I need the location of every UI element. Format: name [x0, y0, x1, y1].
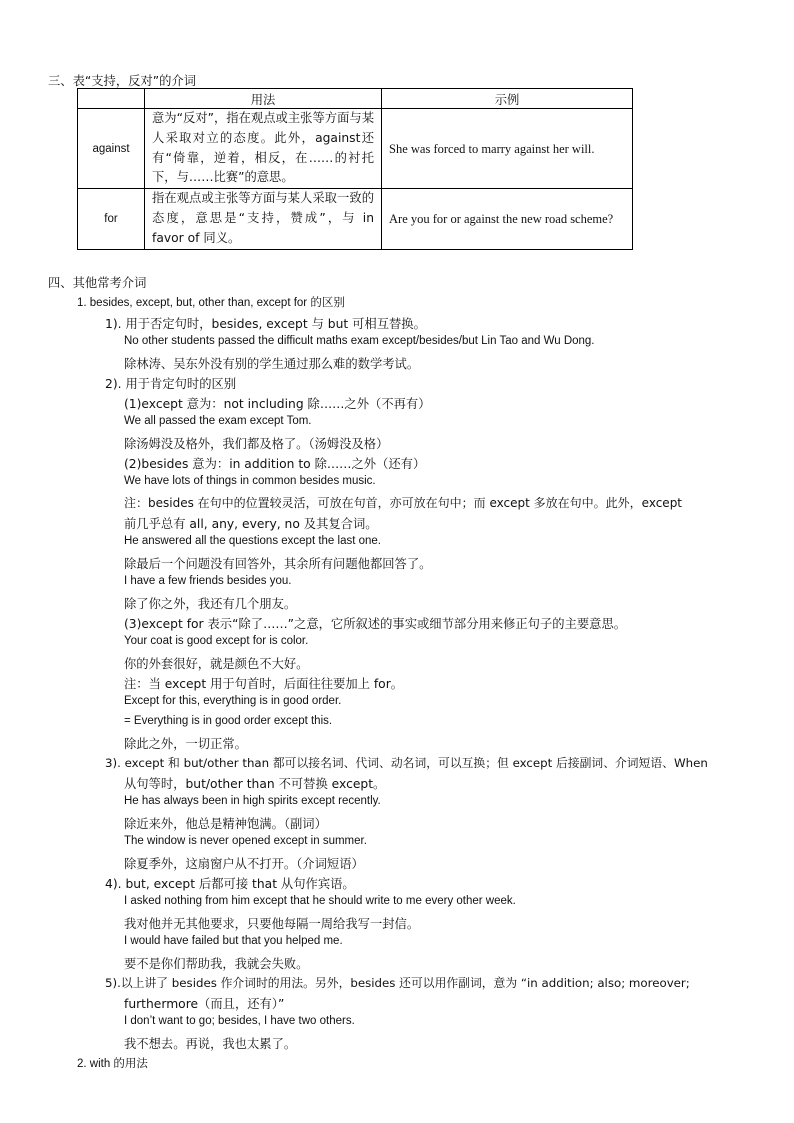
table-cell-term: against [78, 109, 145, 189]
example-sentence: Except for this, everything is in good order. [124, 695, 342, 707]
list-item: 4). but, except 后都可接 that 从句作宾语。 [105, 877, 355, 891]
example-sentence: I asked nothing from him except that he should write to me every other week. [124, 895, 516, 907]
translation-line: 你的外套很好，就是颜色不大好。 [124, 657, 309, 671]
note-line: 注：besides 在句中的位置较灵活，可放在句首，亦可放在句中；而 except 多放在句中。此外，except [124, 496, 683, 510]
translation-line: 我不想去。再说，我也太累了。 [124, 1037, 297, 1051]
table-row [78, 189, 633, 250]
example-sentence: = Everything is in good order except this. [124, 715, 333, 727]
example-sentence: We all passed the exam except Tom. [124, 415, 312, 427]
table-header-term [78, 89, 145, 109]
translation-line: 除此之外，一切正常。 [124, 737, 247, 751]
example-sentence: He answered all the questions except the last one. [124, 535, 381, 547]
table-header-row [78, 89, 633, 109]
note-line: 注：当 except 用于句首时，后面往往要加上 for。 [124, 677, 404, 691]
translation-line: 除夏季外，这扇窗户从不打开。（介词短语） [124, 857, 364, 871]
example-sentence: He has always been in high spirits except recently. [124, 795, 381, 807]
example-sentence: Your coat is good except for is color. [124, 635, 309, 647]
translation-line: 除汤姆没及格外，我们都及格了。（汤姆没及格） [124, 437, 389, 451]
section3-heading: 三、表“支持，反对”的介词 [48, 74, 197, 88]
example-sentence: We have lots of things in common besides music. [124, 475, 376, 487]
list-item: 5).以上讲了 besides 作介词时的用法。另外，besides 还可以用作副词，意为 “in addition; also; moreover; [105, 976, 690, 990]
list-item: 2). 用于肯定句时的区别 [105, 377, 237, 391]
table-header-usage: 用法 [145, 89, 382, 109]
translation-line: 除近来外，他总是精神饱满。（副词） [124, 817, 327, 831]
example-sentence: The window is never opened except in summer. [124, 835, 367, 847]
note-line: 前几乎总有 all, any, every, no 及其复合词。 [124, 517, 378, 531]
table-cell-example: She was forced to marry against her will. [382, 109, 633, 189]
table-cell-term: for [78, 189, 145, 250]
translation-line: 我对他并无其他要求，只要他每隔一周给我写一封信。 [124, 917, 420, 931]
table-header-example: 示例 [382, 89, 633, 109]
table-cell-usage: 指在观点或主张等方面与某人采取一致的态度，意思是“支持，赞成”，与 in favor of 同义。 [145, 189, 382, 250]
example-sentence: I don’t want to go; besides, I have two others. [124, 1015, 355, 1027]
table-cell-usage: 意为“反对”，指在观点或主张等方面与某人采取对立的态度。此外，against还有“倚靠，逆着，相反，在……的衬托下，与……比赛”的意思。 [145, 109, 382, 189]
section4-heading: 四、其他常考介词 [48, 276, 147, 290]
list-item: 1). 用于否定句时，besides, except 与 but 可相互替换。 [105, 317, 426, 331]
example-sentence: I have a few friends besides you. [124, 575, 292, 587]
list-item-continuation: 从句等时，but/other than 不可替换 except。 [124, 777, 386, 791]
translation-line: 除了你之外，我还有几个朋友。 [124, 597, 297, 611]
list-item-2-title: 2. with 的用法 [77, 1058, 148, 1070]
example-sentence: I would have failed but that you helped me. [124, 935, 343, 947]
list-item-continuation: furthermore（而且，还有）” [124, 997, 285, 1011]
table-cell-example: Are you for or against the new road scheme? [382, 189, 633, 250]
sub-item: (1)except 意为：not including 除……之外（不再有） [124, 397, 431, 411]
list-item-1-title: 1. besides, except, but, other than, except for 的区别 [77, 297, 345, 309]
translation-line: 除林涛、吴东外没有别的学生通过那么难的数学考试。 [124, 357, 420, 371]
example-sentence: No other students passed the difficult maths exam except/besides/but Lin Tao and Wu Dong. [124, 335, 595, 347]
sub-item: (2)besides 意为：in addition to 除……之外（还有） [124, 457, 426, 471]
preposition-table [77, 88, 633, 250]
translation-line: 要不是你们帮助我，我就会失败。 [124, 957, 309, 971]
translation-line: 除最后一个问题没有回答外，其余所有问题他都回答了。 [124, 557, 432, 571]
table-row [78, 109, 633, 189]
list-item: 3). except 和 but/other than 都可以接名词、代词、动名词，可以互换；但 except 后接副词、介词短语、When [105, 756, 708, 770]
sub-item: (3)except for 表示“除了……”之意，它所叙述的事实或细节部分用来修正句子的主要意思。 [124, 617, 627, 631]
